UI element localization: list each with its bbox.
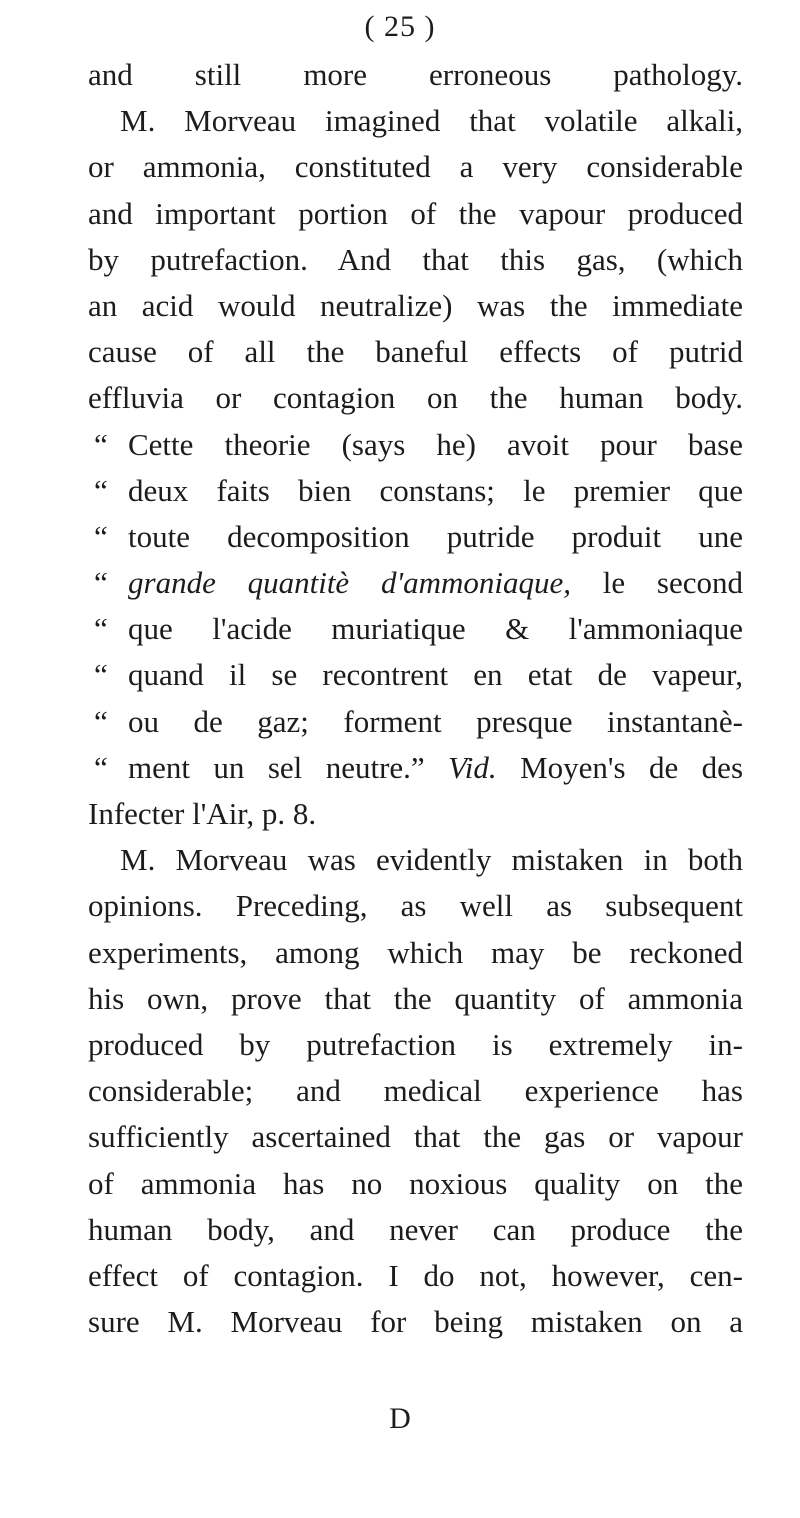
signature-mark: D xyxy=(389,1402,411,1435)
text-line: opinions. Preceding, as well as subsequent xyxy=(88,888,743,924)
quote-mark: “ xyxy=(94,565,108,601)
quote-line xyxy=(88,652,743,698)
text-line: an acid would neutralize) was the immediate xyxy=(88,287,743,323)
text-line: effect of contagion. I do not, however, cen- xyxy=(88,1257,743,1293)
quote-mark: “ xyxy=(94,518,108,554)
quote-text: ment un sel neutre.” xyxy=(128,749,449,785)
quote-mark: “ xyxy=(94,703,108,739)
text-line: and still more erroneous pathology. xyxy=(88,57,743,92)
text-line: cause of all the baneful effects of putrid xyxy=(88,334,743,370)
text-line: M. Morveau imagined that volatile alkali, xyxy=(120,103,743,139)
quote-mark: “ xyxy=(94,472,108,508)
text-line: M. Morveau was evidently mistaken in both xyxy=(120,842,743,878)
text-line: of ammonia has no noxious quality on the xyxy=(88,1165,743,1201)
page-number: ( 25 ) xyxy=(364,10,436,43)
text-line: and important portion of the vapour produced xyxy=(88,195,743,231)
quote-mark: “ xyxy=(94,611,108,647)
text-line: or ammonia, constituted a very considerable xyxy=(88,149,743,185)
quote-text: que l'acide muriatique & l'ammoniaque xyxy=(128,611,743,647)
text-line: sufficiently ascertained that the gas or vapour xyxy=(88,1119,743,1155)
quote-text: ou de gaz; forment presque instantanè- xyxy=(128,703,743,739)
quote-text: toute decomposition putride produit une xyxy=(128,518,743,554)
quote-text: deux faits bien constans; le premier que xyxy=(128,472,743,508)
text-line: effluvia or contagion on the human body. xyxy=(88,380,743,416)
text-line: considerable; and medical experience has xyxy=(88,1073,743,1109)
quote-line xyxy=(88,468,743,514)
citation-text: Moyen's de des xyxy=(496,749,744,785)
quote-mark: “ xyxy=(94,749,108,785)
quote-line xyxy=(88,606,743,652)
text-line: by putrefaction. And that this gas, (which xyxy=(88,241,743,277)
text-line: produced by putrefaction is extremely in- xyxy=(88,1026,743,1062)
text-line: sure M. Morveau for being mistaken on a xyxy=(88,1304,743,1340)
quote-mark: “ xyxy=(94,426,108,462)
text-line: his own, prove that the quantity of ammonia xyxy=(88,980,743,1016)
quote-line xyxy=(88,514,743,560)
text-line: human body, and never can produce the xyxy=(88,1211,743,1247)
quote-text: quand il se recontrent en etat de vapeur, xyxy=(128,657,743,693)
text-line: experiments, among which may be reckoned xyxy=(88,934,743,970)
quote-line xyxy=(88,422,743,468)
quote-text: Cette theorie (says he) avoit pour base xyxy=(128,426,743,462)
body-text xyxy=(88,52,743,1345)
citation-abbrev: Vid. xyxy=(448,749,497,785)
quote-italic-text: grande quantitè d'ammoniaque, xyxy=(128,565,571,601)
quote-text: le second xyxy=(571,565,743,601)
citation-line: Infecter l'Air, p. 8. xyxy=(88,796,317,831)
quote-line xyxy=(88,560,743,606)
quote-line xyxy=(88,699,743,745)
quote-mark: “ xyxy=(94,657,108,693)
quote-line xyxy=(88,745,743,791)
